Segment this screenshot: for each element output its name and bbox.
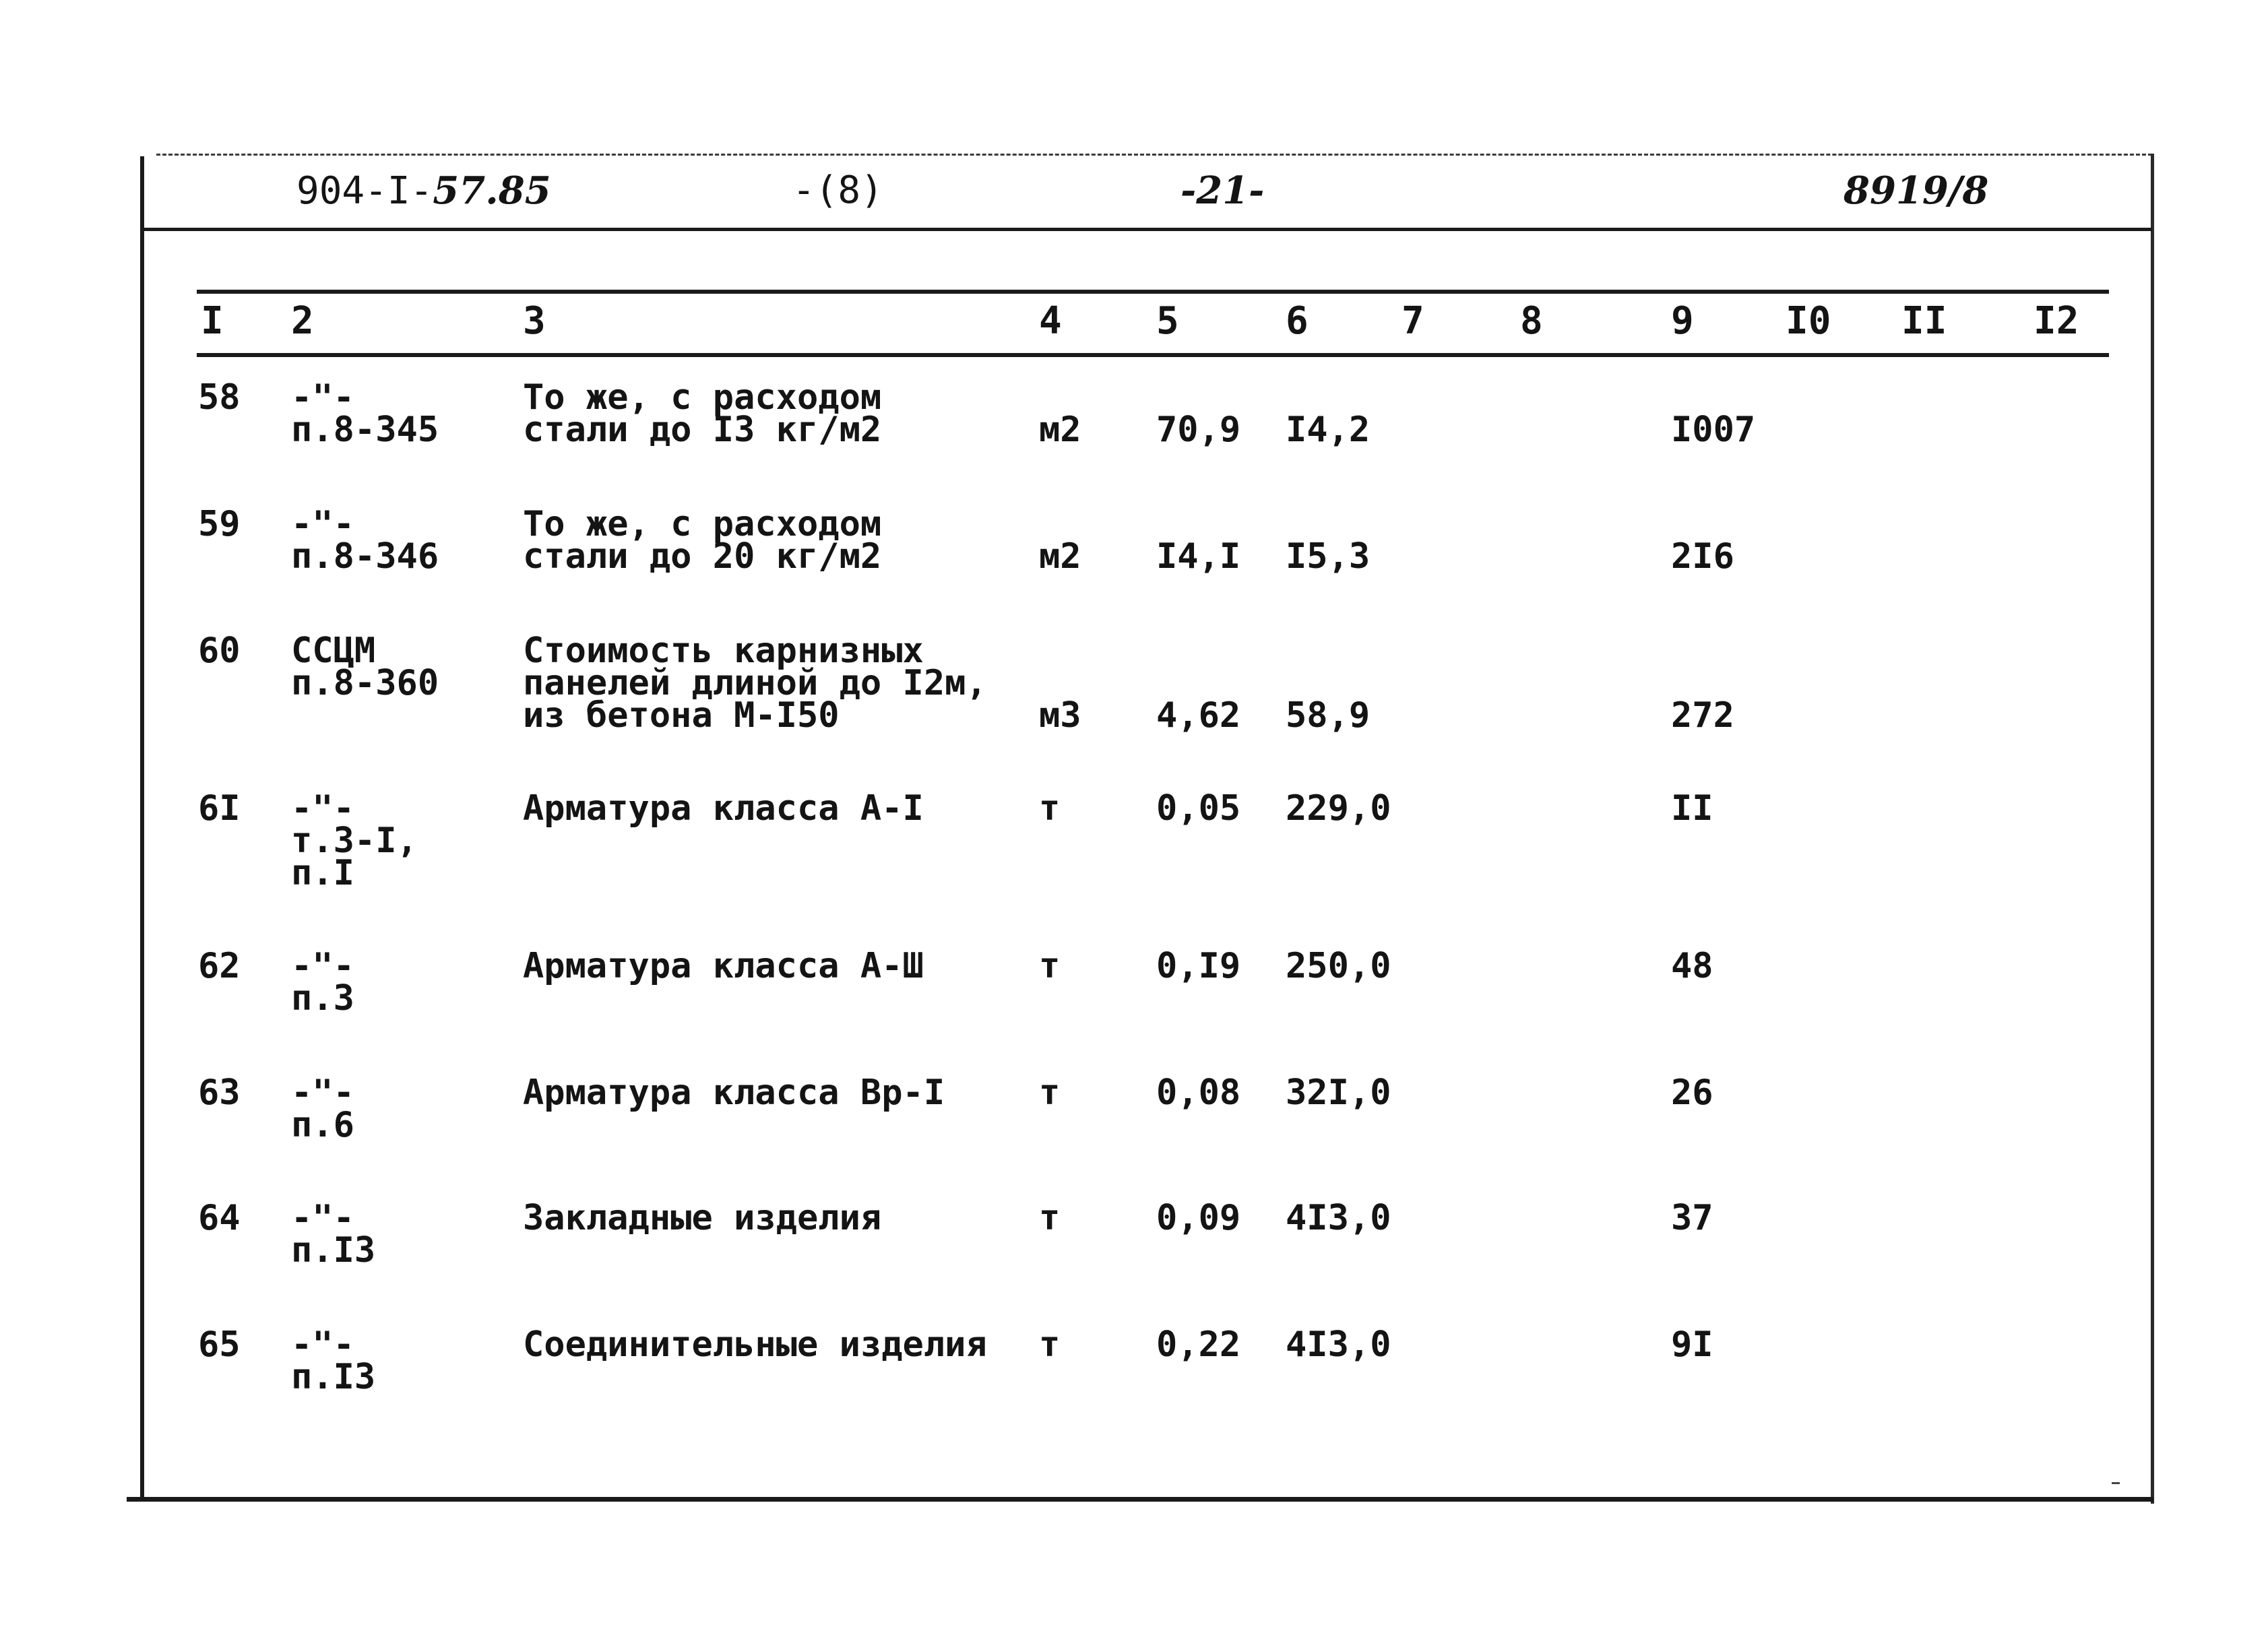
row-name-line: стали до 20 кг/м2 — [523, 536, 882, 577]
row-name-line: То же, с расходом — [523, 504, 882, 544]
header-rule — [144, 228, 2152, 231]
row-basis-line: п.8-346 — [291, 536, 439, 577]
document-code-prefix: 904-I- — [296, 169, 433, 213]
row-name-line: Стоимость карнизных — [523, 631, 924, 671]
row-quantity: 4,62 — [1156, 695, 1241, 736]
row-quantity: 0,09 — [1156, 1198, 1241, 1238]
column-header-10: I0 — [1786, 299, 1831, 343]
row-quantity: I4,I — [1156, 536, 1241, 577]
scan-speck — [2112, 1482, 2120, 1484]
row-number: 62 — [198, 946, 241, 986]
row-unit-price: 32I,0 — [1286, 1073, 1391, 1113]
row-basis-line: п.I3 — [291, 1357, 376, 1397]
column-header-2: 2 — [291, 299, 314, 343]
page-number: -21- — [1180, 168, 1265, 213]
row-name-line: Соединительные изделия — [523, 1324, 987, 1365]
frame-bottom-border — [127, 1497, 2153, 1502]
document-code — [296, 168, 551, 213]
row-unit: т — [1039, 946, 1061, 986]
row-basis-line: -"- — [291, 1073, 354, 1113]
column-header-rule-top — [197, 290, 2109, 294]
row-unit-price: 4I3,0 — [1286, 1324, 1391, 1365]
row-unit: м2 — [1039, 536, 1081, 577]
row-number: 60 — [198, 631, 241, 671]
row-quantity: 0,05 — [1156, 788, 1241, 829]
row-basis-line: -"- — [291, 1324, 354, 1365]
frame-left-border — [140, 156, 144, 1501]
row-unit: м3 — [1039, 695, 1081, 736]
row-basis-line: п.8-360 — [291, 663, 439, 703]
row-name-line: из бетона М-I50 — [523, 695, 840, 736]
row-quantity: 0,22 — [1156, 1324, 1241, 1365]
row-number: 64 — [198, 1198, 241, 1238]
row-basis-line: п.6 — [291, 1105, 354, 1145]
row-name-line: То же, с расходом — [523, 377, 882, 418]
document-part: -(8) — [792, 168, 883, 212]
row-basis-line: п.I3 — [291, 1230, 376, 1271]
row-quantity: 70,9 — [1156, 410, 1241, 450]
row-quantity: 0,I9 — [1156, 946, 1241, 986]
row-unit-price: 58,9 — [1286, 695, 1371, 736]
row-total: 37 — [1671, 1198, 1713, 1238]
row-number: 65 — [198, 1324, 241, 1365]
row-basis-line: -"- — [291, 377, 354, 418]
column-header-12: I2 — [2034, 299, 2079, 343]
column-header-9: 9 — [1671, 299, 1694, 343]
row-number: 63 — [198, 1073, 241, 1113]
row-unit-price: I4,2 — [1286, 410, 1371, 450]
document-code-handwritten: 57.85 — [433, 168, 551, 213]
row-unit-price: I5,3 — [1286, 536, 1371, 577]
row-name-line: Закладные изделия — [523, 1198, 882, 1238]
row-basis-line: п.8-345 — [291, 410, 439, 450]
row-basis-line: -"- — [291, 504, 354, 544]
frame-right-border — [2151, 154, 2154, 1504]
column-header-5: 5 — [1156, 299, 1179, 343]
row-unit: т — [1039, 1324, 1061, 1365]
column-header-rule-bottom — [197, 353, 2109, 357]
row-unit-price: 4I3,0 — [1286, 1198, 1391, 1238]
row-name-line: Арматура класса А-I — [523, 788, 924, 829]
row-basis-line: п.I — [291, 853, 354, 893]
row-name-line: панелей длиной до I2м, — [523, 663, 987, 703]
row-total: 2I6 — [1671, 536, 1734, 577]
row-unit-price: 250,0 — [1286, 946, 1391, 986]
frame-top-border — [156, 154, 2152, 156]
row-unit: м2 — [1039, 410, 1081, 450]
row-basis-line: -"- — [291, 788, 354, 829]
document-reference: 8919/8 — [1844, 168, 1989, 213]
row-total: 9I — [1671, 1324, 1713, 1365]
column-header-6: 6 — [1286, 299, 1309, 343]
row-basis-line: -"- — [291, 946, 354, 986]
row-unit: т — [1039, 788, 1061, 829]
row-basis-line: т.3-I, — [291, 821, 418, 861]
row-basis-line: п.3 — [291, 978, 354, 1019]
column-header-3: 3 — [523, 299, 546, 343]
column-header-11: II — [1901, 299, 1947, 343]
column-header-8: 8 — [1520, 299, 1543, 343]
row-total: 272 — [1671, 695, 1734, 736]
row-unit: т — [1039, 1073, 1061, 1113]
row-total: II — [1671, 788, 1713, 829]
row-basis-line: -"- — [291, 1198, 354, 1238]
row-total: 48 — [1671, 946, 1713, 986]
row-name-line: Арматура класса Вр-I — [523, 1073, 945, 1113]
column-header-4: 4 — [1039, 299, 1062, 343]
row-total: 26 — [1671, 1073, 1713, 1113]
row-unit: т — [1039, 1198, 1061, 1238]
row-number: 59 — [198, 504, 241, 544]
column-header-1: I — [201, 299, 224, 343]
row-unit-price: 229,0 — [1286, 788, 1391, 829]
row-name-line: стали до I3 кг/м2 — [523, 410, 882, 450]
row-basis-line: ССЦМ — [291, 631, 376, 671]
row-number: 6I — [198, 788, 241, 829]
row-total: I007 — [1671, 410, 1756, 450]
row-name-line: Арматура класса А-Ш — [523, 946, 924, 986]
column-header-7: 7 — [1401, 299, 1424, 343]
row-quantity: 0,08 — [1156, 1073, 1241, 1113]
row-number: 58 — [198, 377, 241, 418]
